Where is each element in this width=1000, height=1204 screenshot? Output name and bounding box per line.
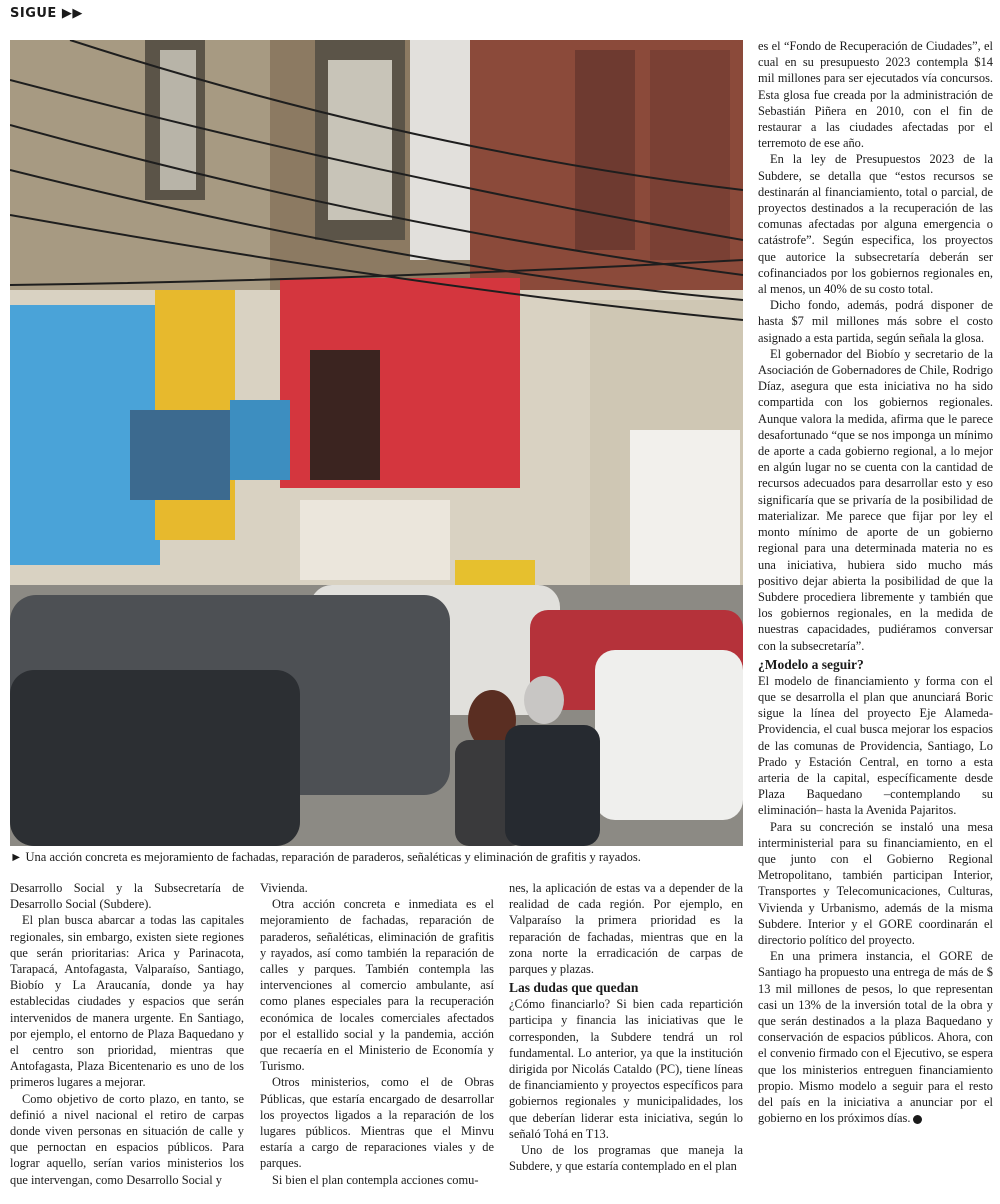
paragraph: Para su concreción se instaló una mesa interministerial para su financiamiento, en el que junto con el Gobierno Regional Metropolitano, también participan Interior, Transportes y Telecomunicaciones, Culturas, Vivienda y Urbanismo, además de la misma Subdere. Interior y el GORE coordinarán el directorio político del proyecto.: [758, 819, 993, 947]
article-column-3: [509, 880, 743, 1174]
paragraph: Otra acción concreta e inmediata es el mejoramiento de fachadas, reparación de paraderos, señaléticas, eliminación de grafitis y rayados, así como también la reparación de calles y parques. También contempla las intervenciones al comercio ambulante, así como planes especiales para la recuperación económica de locales comerciales afectados por el estallido social y la pandemia, acción que recaería en el Ministerio de Economía y Turismo.: [260, 897, 494, 1074]
article-column-2: [260, 880, 494, 1188]
article-column-4: [758, 38, 993, 1126]
paragraph: Como objetivo de corto plazo, en tanto, se definió a nivel nacional el retiro de carpas donde viven personas en situación de calle y que pernoctan en espacios públicos. Para lograr aquello, serían varios ministerios los que intervengan, como Desarrollo Social y: [10, 1091, 244, 1187]
article-column-1: [10, 880, 244, 1188]
paragraph: Dicho fondo, además, podrá disponer de hasta $7 mil millones más sobre el costo asignado a esta partida, según señala la glosa.: [758, 298, 993, 345]
paragraph: Si bien el plan contempla acciones comu-: [272, 1172, 479, 1187]
article-photo: [10, 40, 743, 846]
paragraph: El gobernador del Biobío y secretario de la Asociación de Gobernadores de Chile, Rodrigo Díaz, asegura que esta iniciativa no ha sido compartida con los gobiernos regionales. Aunque valora la medida, afirma que le parece desafortunado “que se nos imponga un mínimo de aporte a cada gobierno regional, a lo mejor en algún lugar no se cuenta con la cantidad de recursos adecuados para desarrollar esto y eso significaría que se privaría de la posibilidad de materializar. Me parece que fijar por ley el monto mínimo de aporte de un gobierno regional para una determinada materia no es una iniciativa, hubiera sido mucho más positivo dejar abierta la posibilidad de que la Subdere procediera libremente y también que los gobiernos regionales, en la medida de nuestras capacidades, pudiéramos conversar con la subsecretaría”.: [758, 346, 993, 653]
subheading-modelo: ¿Modelo a seguir?: [758, 656, 864, 672]
paragraph-final: [758, 948, 993, 1126]
section-label-sigue: SIGUE ▶▶: [10, 6, 83, 21]
end-mark-icon: [913, 1115, 922, 1124]
paragraph: En la ley de Presupuestos 2023 de la Subdere, se detalla que “estos recursos se destinarán al financiamiento, total o parcial, de proyectos destinados a la recuperación de las comunas afectadas por alguna emergencia o catástrofe”. Según especifica, los proyectos que autorice la subsecretaría deberán ser cofinanciados por los gobiernos regionales en, al menos, un 40% de su costo total.: [758, 152, 993, 297]
paragraph: nes, la aplicación de estas va a depender de la realidad de cada región. Por ejemplo, en Valparaíso la primera prioridad es la reparación de fachadas, mientras que en la zona norte la erradicación de carpas de parques y plazas.: [509, 881, 743, 977]
paragraph: El plan busca abarcar a todas las capitales regionales, sin embargo, existen siete regiones que serán prioritarias: Arica y Parinacota, Tarapacá, Antofagasta, Valparaíso, Santiago, Biobío y La Araucanía, donde ya hay establecidas ciudades y espacios que serán intervenidos de manera urgente. En Santiago, por ejemplo, el entorno de Plaza Baquedano y el centro son prioridad, mientras que Antofagasta, Plaza Bicentenario es uno de los primeros lugares a mejorar.: [10, 913, 244, 1090]
paragraph: ¿Cómo financiarlo? Si bien cada repartición participa y financia las iniciativas que le corresponden, la Subdere tendrá un rol fundamental. Lo anterior, ya que la institución dirigida por Nicolás Cataldo (PC), tiene líneas de financiamiento y proyectos específicos para gobiernos regionales y municipalidades, los que deberían liderar esta iniciativa, según lo señaló Tohá en T13.: [509, 997, 743, 1141]
paragraph: Vivienda.: [260, 881, 308, 895]
paragraph: Desarrollo Social y la Subsecretaría de Desarrollo Social (Subdere).: [10, 881, 244, 912]
paragraph: es el “Fondo de Recuperación de Ciudades”, el cual en su presupuesto 2023 contempla $14 mil millones para ser ejecutados vía concursos. Esta glosa fue creada por la administración de Sebastián Piñera en 2010, con el fin de restaurar a las ciudades afectadas por el terremoto de ese año.: [758, 39, 993, 151]
paragraph: Otros ministerios, como el de Obras Públicas, que estaría encargado de desarrollar los proyectos ligados a la reparación de los lugares públicos. Mientras que el Minvu estaría a cargo de reparaciones viales y de parques.: [260, 1075, 494, 1171]
photo-caption: ► Una acción concreta es mejoramiento de fachadas, reparación de paraderos, señaléticas y eliminación de grafitis y rayados.: [10, 850, 641, 864]
paragraph: El modelo de financiamiento y forma con el que se desarrolla el plan que anunciará Boric sigue la línea del proyecto Eje Alameda-Providencia, el cual busca mejorar los espacios de las comunas de Providencia, Santiago, Lo Prado y Estación Central, en torno a esta arteria de la capital, específicamente desde Plaza Baquedano –contemplando su eliminación– hasta la Avenida Pajaritos.: [758, 673, 993, 818]
paragraph: Uno de los programas que maneja la Subdere, y que estaría contemplado en el plan: [509, 1143, 743, 1174]
subheading-dudas: Las dudas que quedan: [509, 980, 639, 996]
paragraph-final-text: En una primera instancia, el GORE de Santiago ha propuesto una entrega de más de $ 13 mil millones de pesos, lo que representan casi un 13% de la inversión total de la obra y que serán destinados a la plaza Baquedano y conservación de espacios públicos. Ahora, con el convenio firmado con el Ejecutivo, se espera que los ministerios entreguen financiamiento propio. Mismo modelo a seguir para el resto del país en la iniciativa a anunciar por el gobierno en los próximos días.: [758, 949, 993, 1126]
